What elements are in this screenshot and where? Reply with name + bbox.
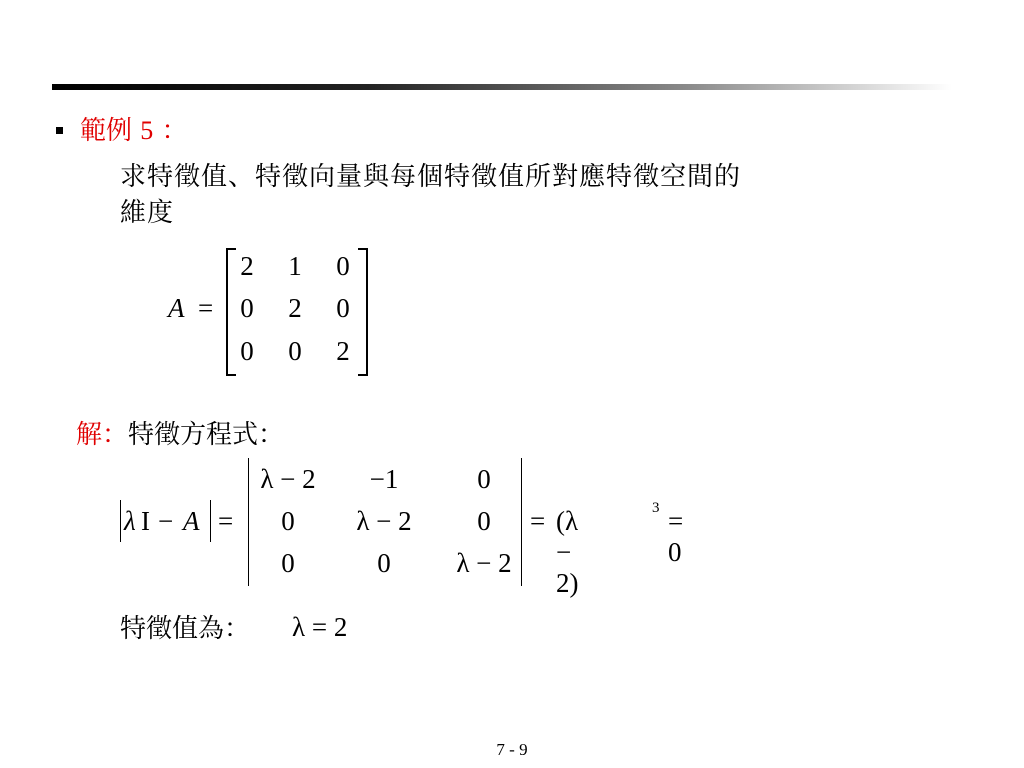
det-cell: 0 [281, 506, 295, 536]
matrix-cell: 1 [288, 251, 302, 281]
lambda-symbol: λ [124, 506, 136, 536]
det-cell: 0 [477, 464, 491, 494]
bullet-icon [56, 127, 63, 134]
example-colon: ： [161, 116, 188, 146]
rhs-zero: = 0 [668, 506, 684, 567]
rhs-expression: (λ − 2) [556, 506, 579, 598]
solution-heading [76, 414, 284, 451]
det-cell: λ − 2 [356, 506, 412, 536]
right-bracket [358, 248, 368, 376]
page-number: 7 - 9 [496, 740, 528, 759]
header-rule [52, 84, 952, 90]
eigenvalue-label: 特徵值為： [120, 614, 251, 644]
matrix-a-equals: = [198, 293, 214, 323]
matrix-cell: 0 [336, 293, 350, 323]
minus-sign: − [158, 506, 174, 536]
abs-bar-left [120, 500, 121, 542]
det-cell: −1 [369, 464, 399, 494]
matrix-cell: 0 [240, 293, 254, 323]
matrix-cell: 2 [240, 251, 254, 281]
det-bar-left [248, 458, 249, 586]
eigenvalue-value: λ = 2 [292, 612, 348, 642]
matrix-cell: 0 [288, 336, 302, 366]
abs-bar-right [210, 500, 211, 542]
equals-sign: = [218, 506, 234, 536]
solution-title: 特徵方程式： [128, 420, 285, 450]
solution-colon: ： [102, 420, 129, 450]
example-number: 5 [140, 116, 154, 145]
example-heading [80, 110, 188, 147]
det-cell: λ − 2 [260, 464, 316, 494]
question-line-1: 求特徵值、特徵向量與每個特徵值所對應特徵空間的 [120, 162, 742, 192]
a-symbol: A [183, 506, 200, 536]
matrix-a-symbol: A [168, 293, 185, 323]
rhs-equals: = [530, 506, 546, 536]
matrix-cell: 0 [336, 251, 350, 281]
matrix-cell: 0 [240, 336, 254, 366]
matrix-cell: 2 [336, 336, 350, 366]
solution-label: 解 [76, 420, 103, 450]
matrix-cell: 2 [288, 293, 302, 323]
det-cell: 0 [281, 548, 295, 578]
example-label: 範例 [80, 116, 133, 146]
det-cell: 0 [377, 548, 391, 578]
identity-symbol: I [141, 506, 150, 536]
rhs-exponent: 3 [652, 500, 660, 516]
det-cell: 0 [477, 506, 491, 536]
det-cell: λ − 2 [456, 548, 512, 578]
question-line-2: 維度 [120, 198, 175, 228]
